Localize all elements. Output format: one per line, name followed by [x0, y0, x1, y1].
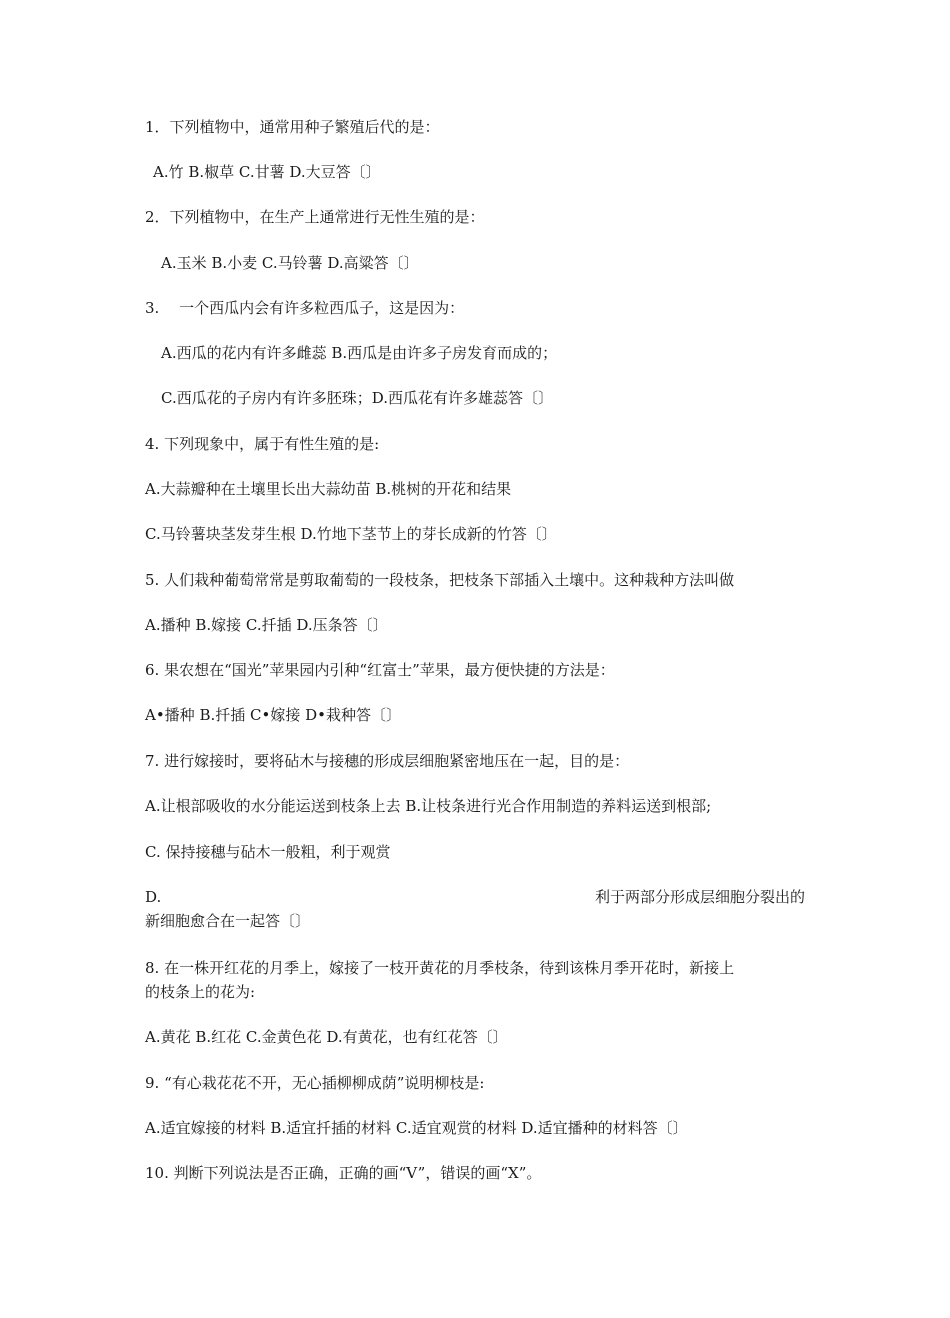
- question-5-options: A.播种 B.嫁接 C.扦插 D.压条答〔〕: [145, 616, 388, 634]
- question-1-options: A.竹 B.椒草 C.甘薯 D.大豆答〔〕: [153, 163, 381, 181]
- question-7: 7. 进行嫁接时，要将砧木与接穗的形成层细胞紧密地压在一起，目的是：: [145, 752, 630, 770]
- question-4: 4. 下列现象中，属于有性生殖的是:: [145, 435, 380, 453]
- question-2: 2．下列植物中，在生产上通常进行无性生殖的是：: [145, 208, 485, 226]
- question-7-option-d-continuation: 新细胞愈合在一起答〔〕: [145, 912, 311, 930]
- question-7-option-d-label: D.: [145, 888, 162, 906]
- question-4-options-cd: C.马铃薯块茎发芽生根 D.竹地下茎节上的芽长成新的竹答〔〕: [145, 525, 557, 543]
- question-3: 3. 一个西瓜内会有许多粒西瓜子，这是因为：: [145, 299, 465, 317]
- question-7-options-ab: A.让根部吸收的水分能运送到枝条上去 B.让枝条进行光合作用制造的养料运送到根部;: [145, 797, 712, 815]
- question-6: 6. 果农想在“国光”苹果园内引种“红富士”苹果，最方便快捷的方法是：: [145, 661, 615, 679]
- question-1: 1．下列植物中，通常用种子繁殖后代的是：: [145, 118, 440, 136]
- question-8-line-2: 的枝条上的花为:: [145, 983, 256, 1001]
- question-3-options-ab: A.西瓜的花内有许多雌蕊 B.西瓜是由许多子房发育而成的；: [161, 344, 558, 362]
- question-8-options: A.黄花 B.红花 C.金黄色花 D.有黄花，也有红花答〔〕: [145, 1028, 508, 1046]
- question-8-line-1: 8. 在一株开红花的月季上，嫁接了一枝开黄花的月季枝条，待到该株月季开花时，新接上: [145, 959, 735, 977]
- question-3-options-cd: C.西瓜花的子房内有许多胚珠；D.西瓜花有许多雄蕊答〔〕: [161, 389, 553, 407]
- question-9-options: A.适宜嫁接的材料 B.适宜扦插的材料 C.适宜观赏的材料 D.适宜播种的材料答〔〕: [145, 1119, 688, 1137]
- question-4-options-ab: A.大蒜瓣种在土壤里长出大蒜幼苗 B.桃树的开花和结果: [145, 480, 512, 498]
- question-10: 10. 判断下列说法是否正确，正确的画“V”，错误的画“X”。: [145, 1164, 542, 1182]
- question-2-options: A.玉米 B.小麦 C.马铃薯 D.高粱答〔〕: [161, 254, 419, 272]
- question-6-options: A•播种 B.扦插 C•嫁接 D•栽种答〔〕: [145, 706, 401, 724]
- question-7-option-c: C. 保持接穗与砧木一般粗，利于观赏: [145, 843, 391, 861]
- question-7-option-d-text: 利于两部分形成层细胞分裂出的: [594, 888, 805, 906]
- question-7-option-d-row: [145, 887, 805, 907]
- question-9: 9. “有心栽花花不开，无心插柳柳成荫”说明柳枝是:: [145, 1074, 485, 1092]
- question-5: 5. 人们栽种葡萄常常是剪取葡萄的一段枝条，把枝条下部插入土壤中。这种栽种方法叫做: [145, 571, 735, 589]
